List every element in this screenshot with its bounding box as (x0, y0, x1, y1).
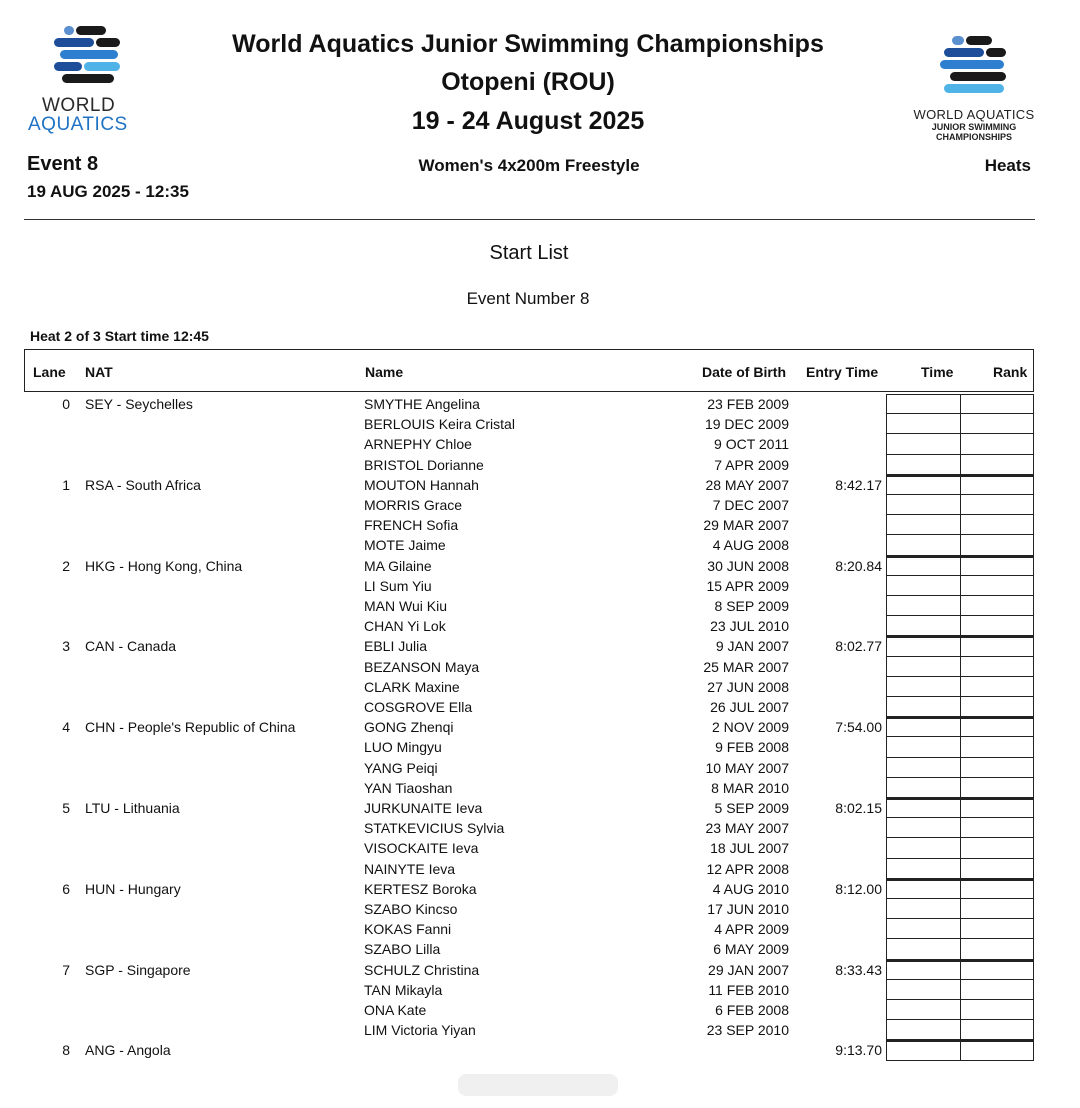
lane-number: 2 (62, 557, 70, 574)
swimmer-name: ONA Kate (364, 1002, 427, 1018)
swimmer-dob: 4 AUG 2008 (712, 537, 789, 554)
swimmer-name: BEZANSON Maya (364, 658, 480, 675)
entry-time: 8:02.77 (835, 638, 882, 655)
result-boxes (886, 1040, 1034, 1060)
swimmer-name: CHAN Yi Lok (364, 618, 446, 635)
logo-text-junior: JUNIOR SWIMMING (931, 122, 1017, 132)
swimmer-dob: 10 MAY 2007 (705, 759, 789, 776)
result-boxes (886, 798, 1034, 818)
swimmer-name: LI Sum Yiu (364, 577, 432, 594)
doc-subheading: Event Number 8 (466, 289, 590, 308)
swimmer-name: EBLI Julia (364, 638, 428, 655)
result-boxes (886, 414, 1034, 434)
result-boxes (886, 1020, 1034, 1040)
result-boxes (886, 939, 1034, 959)
swimmer-dob: 25 MAR 2007 (703, 658, 789, 675)
swimmer-dob: 19 DEC 2009 (704, 416, 789, 433)
swimmer-dob: 26 JUL 2007 (710, 699, 789, 715)
junior-championships-logo (898, 36, 1050, 146)
swimmer-dob: 9 OCT 2011 (714, 436, 789, 453)
doc-heading: Start List (489, 242, 569, 264)
swimmer-name: STATKEVICIUS Sylvia (364, 820, 505, 837)
swimmer-dob: 12 APR 2008 (706, 860, 789, 877)
swimmer-name: YANG Peiqi (364, 759, 438, 776)
swimmer-name: GONG Zhenqi (364, 719, 454, 736)
team-nat: HKG - Hong Kong, China (85, 557, 243, 574)
swimmer-name: YAN Tiaoshan (364, 779, 453, 796)
entry-time: 8:02.15 (835, 800, 882, 816)
col-lane: Lane (33, 364, 66, 380)
logo-stripes-icon (940, 36, 1010, 96)
lane-number: 6 (62, 880, 70, 897)
result-boxes (886, 677, 1034, 697)
heat-info: Heat 2 of 3 Start time 12:45 (30, 328, 209, 344)
result-boxes (886, 475, 1034, 495)
swimmer-dob: 29 JAN 2007 (708, 961, 789, 978)
result-boxes (886, 495, 1034, 515)
location: Otopeni (ROU) (441, 68, 615, 96)
swimmer-dob: 18 JUL 2007 (710, 840, 789, 857)
swimmer-dob: 6 FEB 2008 (715, 1002, 789, 1018)
swimmer-name: MAN Wui Kiu (364, 598, 447, 614)
result-boxes (886, 818, 1034, 838)
swimmer-dob: 6 MAY 2009 (713, 941, 789, 958)
swimmer-dob: 7 APR 2009 (714, 456, 789, 473)
logo-text-world-aquatics: WORLD AQUATICS (913, 107, 1035, 122)
event-label: Event 8 (27, 153, 99, 175)
team-nat: SEY - Seychelles (85, 396, 193, 412)
col-entry-time: Entry Time (806, 364, 879, 380)
swimmer-name: VISOCKAITE Ieva (364, 840, 479, 857)
result-boxes (886, 455, 1034, 475)
swimmer-dob: 11 FEB 2010 (708, 981, 789, 998)
championship-title: World Aquatics Junior Swimming Championships (232, 30, 824, 58)
result-boxes (886, 879, 1034, 899)
swimmer-dob: 2 NOV 2009 (711, 719, 789, 736)
result-boxes (886, 394, 1034, 414)
swimmer-name: LUO Mingyu (364, 739, 442, 756)
swimmer-dob: 23 SEP 2010 (706, 1022, 789, 1039)
lane-number: 4 (62, 719, 70, 736)
swimmer-dob: 17 JUN 2010 (707, 901, 789, 917)
result-boxes (886, 919, 1034, 939)
result-boxes (886, 556, 1034, 576)
entry-time: 8:42.17 (835, 476, 882, 493)
swimmer-name: MA Gilaine (364, 557, 432, 574)
swimmer-dob: 8 SEP 2009 (714, 598, 789, 614)
swimmer-dob: 23 MAY 2007 (705, 820, 789, 837)
result-boxes (886, 1000, 1034, 1020)
swimmer-name: BERLOUIS Keira Cristal (364, 416, 515, 433)
swimmer-dob: 23 JUL 2010 (710, 618, 789, 635)
lane-number: 7 (62, 961, 70, 978)
team-nat: HUN - Hungary (85, 880, 181, 897)
swimmer-name: SCHULZ Christina (364, 961, 480, 978)
event-dates: 19 - 24 August 2025 (411, 107, 645, 135)
swimmer-name: SMYTHE Angelina (364, 396, 480, 412)
result-boxes (886, 636, 1034, 656)
swimmer-dob: 9 JAN 2007 (715, 638, 789, 655)
logo-text-championships: CHAMPIONSHIPS (935, 132, 1012, 142)
swimmer-name: MOUTON Hannah (364, 476, 479, 493)
swimmer-name: LIM Victoria Yiyan (364, 1022, 476, 1039)
swimmer-dob: 4 APR 2009 (714, 921, 789, 938)
swimmer-dob: 5 SEP 2009 (714, 800, 789, 816)
swimmer-name: SZABO Lilla (364, 941, 441, 958)
logo-text-world: WORLD (42, 95, 116, 116)
swimmer-dob: 15 APR 2009 (706, 577, 789, 594)
entry-time: 8:12.00 (835, 880, 882, 897)
lane-number: 5 (62, 800, 70, 816)
result-boxes (886, 737, 1034, 757)
swimmer-dob: 28 MAY 2007 (705, 476, 789, 493)
swimmer-name: MOTE Jaime (364, 537, 446, 554)
swimmer-dob: 30 JUN 2008 (707, 557, 789, 574)
entry-time: 8:33.43 (835, 961, 882, 978)
result-boxes (886, 515, 1034, 535)
result-boxes (886, 778, 1034, 798)
event-name: Women's 4x200m Freestyle (418, 156, 640, 175)
result-boxes (886, 535, 1034, 555)
lane-number: 8 (62, 1042, 70, 1059)
swimmer-dob: 27 JUN 2008 (707, 678, 789, 695)
col-rank: Rank (993, 364, 1028, 380)
result-boxes (886, 717, 1034, 737)
result-boxes (886, 980, 1034, 1000)
entry-time: 8:20.84 (835, 557, 882, 574)
col-nat: NAT (85, 364, 113, 380)
result-boxes (886, 434, 1034, 454)
team-nat: RSA - South Africa (85, 476, 201, 493)
swimmer-dob: 7 DEC 2007 (712, 497, 789, 513)
result-boxes (886, 697, 1034, 717)
result-boxes (886, 576, 1034, 596)
team-nat: LTU - Lithuania (85, 800, 180, 816)
swimmer-dob: 9 FEB 2008 (715, 739, 789, 756)
team-nat: SGP - Singapore (85, 961, 191, 978)
col-time: Time (921, 364, 954, 380)
watermark (458, 1074, 618, 1096)
swimmer-dob: 23 FEB 2009 (707, 396, 789, 412)
swimmer-name: KERTESZ Boroka (364, 880, 477, 897)
swimmer-name: KOKAS Fanni (364, 921, 452, 938)
swimmer-dob: 8 MAR 2010 (711, 779, 789, 796)
event-datetime: 19 AUG 2025 - 12:35 (27, 182, 189, 201)
swimmer-name: COSGROVE Ella (364, 699, 473, 715)
header-divider (24, 219, 1035, 220)
swimmer-name: ARNEPHY Chloe (364, 436, 472, 453)
result-boxes (886, 899, 1034, 919)
result-boxes (886, 960, 1034, 980)
logo-text-aquatics: AQUATICS (28, 114, 128, 135)
swimmer-name: TAN Mikayla (364, 981, 443, 998)
team-nat: ANG - Angola (85, 1042, 171, 1059)
result-boxes (886, 758, 1034, 778)
team-nat: CHN - People's Republic of China (85, 719, 296, 736)
result-boxes (886, 859, 1034, 879)
lane-number: 0 (62, 396, 70, 412)
table-header (24, 349, 1034, 392)
swimmer-name: NAINYTE Ieva (364, 860, 456, 877)
col-dob: Date of Birth (702, 364, 786, 380)
round-label: Heats (984, 156, 1031, 175)
col-name: Name (365, 364, 404, 380)
swimmer-name: JURKUNAITE Ieva (364, 800, 483, 816)
entry-time: 9:13.70 (835, 1042, 882, 1059)
swimmer-name: FRENCH Sofia (364, 517, 459, 534)
result-boxes (886, 657, 1034, 677)
swimmer-name: MORRIS Grace (364, 497, 463, 513)
swimmer-dob: 4 AUG 2010 (712, 880, 789, 897)
result-boxes (886, 596, 1034, 616)
lane-number: 3 (62, 638, 70, 655)
swimmer-dob: 29 MAR 2007 (703, 517, 789, 534)
swimmer-name: SZABO Kincso (364, 901, 458, 917)
lane-number: 1 (62, 476, 70, 493)
entry-time: 7:54.00 (835, 719, 882, 736)
result-boxes (886, 616, 1034, 636)
team-nat: CAN - Canada (85, 638, 177, 655)
swimmer-name: CLARK Maxine (364, 678, 460, 695)
swimmer-name: BRISTOL Dorianne (364, 456, 484, 473)
result-boxes (886, 838, 1034, 858)
